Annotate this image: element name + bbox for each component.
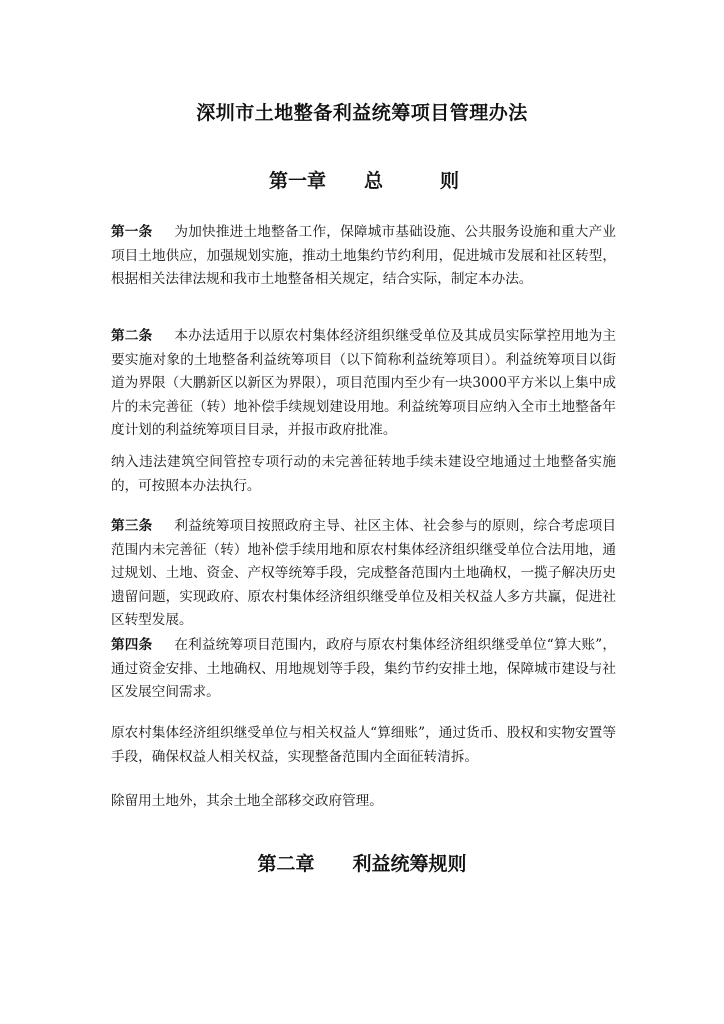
article-text: 本办法适用于以原农村集体经济组织继受单位及其成员实际掌控用地为主要实施对象的土地整备利益统筹项目（以下简称利益统筹项目）。利益统筹项目以街道为界限（大鹏新区以新区为界限），项目范围内至少有一块3000平方米以上集中成片的未完善征（转）地补偿手续规划建设用地。利益统筹项目应纳入全市土地整备年度计划的利益统筹项目目录，并报市政府批准。	[111, 328, 617, 438]
paragraph-text: 纳入违法建筑空间管控专项行动的未完善征转地手续未建设空地通过土地整备实施的，可按照本办法执行。	[111, 454, 616, 494]
chapter-heading-2: 第二章 利益统筹规则	[257, 853, 467, 875]
article-text: 在利益统筹项目范围内，政府与原农村集体经济组织继受单位“算大账”，通过资金安排、土地确权、用地规划等手段，集约节约安排土地，保障城市建设与社区发展空间需求。	[111, 637, 616, 700]
article-text: 利益统筹项目按照政府主导、社区主体、社会参与的原则，综合考虑项目范围内未完善征（转）地补偿手续用地和原农村集体经济组织继受单位合法用地，通过规划、土地、资金、产权等统筹手段，完成整备范围内土地确权，一揽子解决历史遗留问题，实现政府、原农村集体经济组织继受单位及相关权益人多方共赢，促进社区转型发展。	[111, 518, 617, 628]
article-2-paragraph-2	[111, 451, 616, 498]
article-label: 第二条	[111, 328, 153, 344]
article-4	[111, 634, 616, 705]
article-2	[111, 325, 616, 443]
article-label: 第一条	[111, 224, 153, 240]
paragraph-text: 原农村集体经济组织继受单位与相关权益人“算细账”，通过货币、股权和实物安置等手段，确保权益人相关权益，实现整备范围内全面征转清拆。	[111, 725, 616, 765]
chapter-heading-1: 第一章 总 则	[268, 170, 459, 192]
article-label: 第四条	[111, 637, 153, 653]
article-text: 为加快推进土地整备工作，保障城市基础设施、公共服务设施和重大产业项目土地供应，加强规划实施，推动土地集约节约利用，促进城市发展和社区转型，根据相关法律法规和我市土地整备相关规定，结合实际，制定本办法。	[111, 224, 617, 287]
document-title: 深圳市土地整备利益统筹项目管理办法	[196, 102, 528, 124]
article-label: 第三条	[111, 518, 153, 534]
article-1	[111, 221, 616, 292]
article-4-paragraph-2	[111, 722, 616, 769]
article-3	[111, 515, 616, 633]
paragraph-text: 除留用土地外，其余土地全部移交政府管理。	[111, 793, 383, 809]
article-4-paragraph-3	[111, 790, 616, 814]
